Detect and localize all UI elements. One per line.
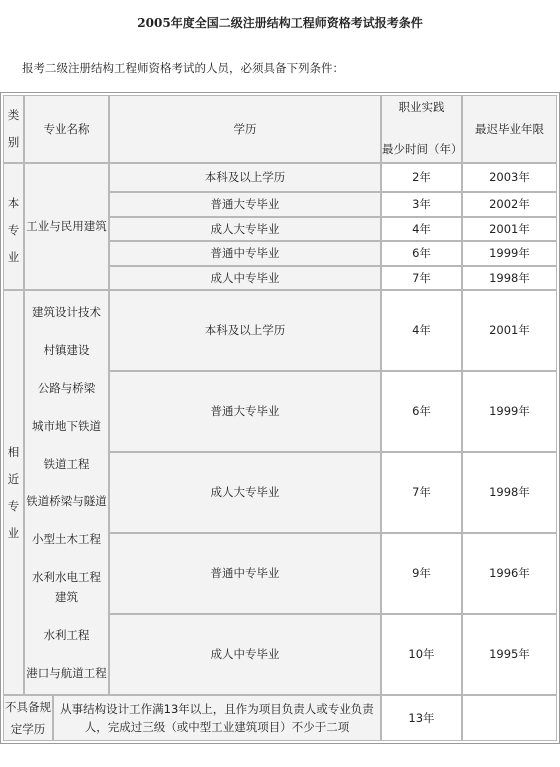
major-related-2: 公路与桥梁 [37,380,96,395]
years-same-3: 6年 [381,241,462,266]
years-related-3: 9年 [381,533,462,614]
edu-related-3: 普通中专毕业 [109,533,381,614]
header-graduation: 最迟毕业年限 [462,95,557,163]
years-related-4: 10年 [381,614,462,695]
years-related-0: 4年 [381,290,462,371]
edu-related-1: 普通大专毕业 [109,371,381,452]
edu-same-1: 普通大专毕业 [109,192,381,217]
header-category-label [8,102,20,156]
requirement-no-degree: 从事结构设计工作满13年以上，且作为项目负责人或专业负责人，完成过三级（或中型工业建筑项目）不少于二项 [53,695,381,741]
major-related-6: 小型土木工程 [32,532,101,547]
edu-same-0: 本科及以上学历 [109,163,381,192]
grad-same-3: 1999年 [462,241,557,266]
years-no-degree: 13年 [381,695,462,741]
major-related-1: 村镇建设 [43,342,90,357]
header-category-label-char: 类 [7,108,20,122]
edu-related-2: 成人大专毕业 [109,452,381,533]
grad-related-0: 2001年 [462,290,557,371]
major-related-5: 铁道桥梁与隧道 [26,494,107,509]
years-same-4: 7年 [381,266,462,290]
major-related-3: 城市地下铁道 [32,418,101,433]
category-related-major-label [8,439,20,547]
header-practice-line2: 最少时间（年） [382,141,463,156]
intro-text: 报考二级注册结构工程师资格考试的人员，必须具备下列条件： [22,61,344,75]
page-title: 2005年度全国二级注册结构工程师资格考试报考条件 [137,16,423,30]
header-practice [381,95,462,163]
category-same-major-label-char: 本 [7,196,20,210]
category-related-major-label-char: 业 [7,525,20,540]
edu-same-2: 成人大专毕业 [109,217,381,241]
category-same-major-label-char: 专 [7,223,20,237]
header-category [3,95,24,163]
years-same-1: 3年 [381,192,462,217]
major-related-0: 建筑设计技术 [32,304,101,319]
header-education: 学历 [109,95,381,163]
category-no-degree-label: 不具备规定学历 [5,700,51,736]
header-category-label-char: 别 [7,135,20,149]
category-same-major-label-char: 业 [7,250,20,264]
edu-related-0: 本科及以上学历 [109,290,381,371]
category-related-major-label-char: 相 [7,444,20,459]
years-same-0: 2年 [381,163,462,192]
category-related-major-label-char: 近 [7,471,20,486]
major-related-7: 水利水电工程建筑 [32,570,101,605]
edu-same-4: 成人中专毕业 [109,266,381,290]
grad-same-4: 1998年 [462,266,557,290]
years-related-2: 7年 [381,452,462,533]
major-related-9: 港口与航道工程 [26,665,107,680]
years-related-1: 6年 [381,371,462,452]
major-same: 工业与民用建筑 [24,163,109,290]
grad-related-3: 1996年 [462,533,557,614]
header-practice-line1: 职业实践 [398,100,445,114]
category-no-degree [3,695,53,741]
edu-related-4: 成人中专毕业 [109,614,381,695]
grad-related-4: 1995年 [462,614,557,695]
years-same-2: 4年 [381,217,462,241]
edu-same-3: 普通中专毕业 [109,241,381,266]
major-related-8: 水利工程 [43,628,90,643]
grad-same-1: 2002年 [462,192,557,217]
header-major: 专业名称 [24,95,109,163]
grad-same-2: 2001年 [462,217,557,241]
category-same-major-label [8,190,20,271]
grad-same-0: 2003年 [462,163,557,192]
grad-related-2: 1998年 [462,452,557,533]
major-related-list [24,290,109,695]
major-related-4: 铁道工程 [43,456,90,471]
grad-related-1: 1999年 [462,371,557,452]
grad-no-degree [462,695,557,741]
category-related-major-label-char: 专 [7,498,20,513]
category-related-major [3,290,24,695]
category-same-major [3,163,24,290]
